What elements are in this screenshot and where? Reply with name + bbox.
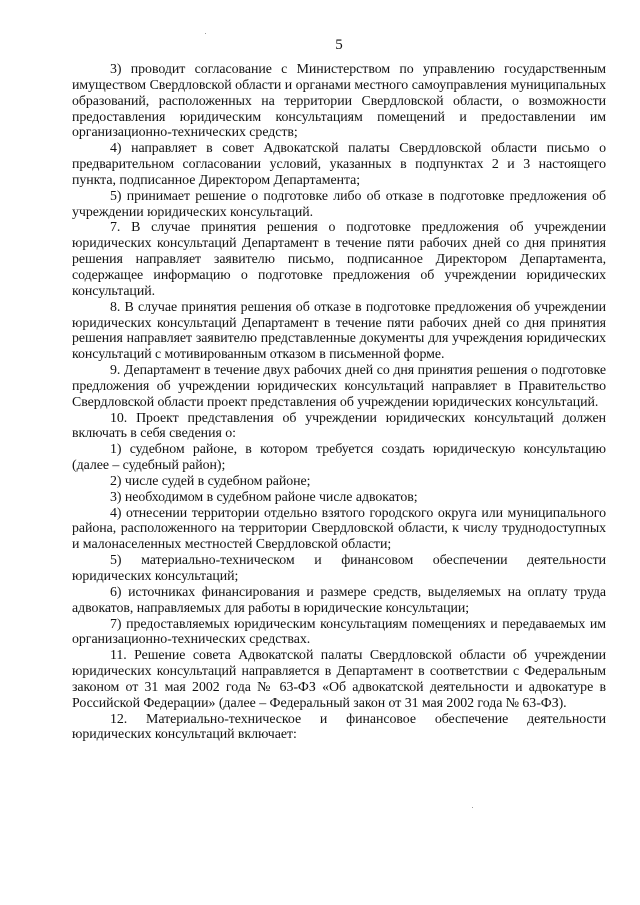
paragraph-item-10-subitem-3: 3) необходимом в судебном районе числе адвокатов;: [110, 489, 418, 505]
paragraph-subitem-4-letter: 4) направляет в совет Адвокатской палаты Свердловской области письмо о предварительном согласовании условий, указанных в подпунктах 2 и 3 настоящего пункта, подписанное Директором Департамента;: [72, 141, 606, 188]
paragraph-item-8: 8. В случае принятия решения об отказе в подготовке предложения об учреждении юридических консультаций Департамент в течение пяти рабочих дней со дня принятия решения направляет заявителю представленные документы для учреждения юридических консультаций с мотивированным отказом в письменной форме.: [72, 299, 606, 363]
paragraph-subitem-3-agreement: 3) проводит согласование с Министерством по управлению государственным имуществом Свердловской области и органами местного самоуправления муниципальных образований, расположенных на территории Свердловской области, о возможности предоставления юридическим консультациям помещений и предоставлении им организационно-технических средств;: [72, 62, 606, 141]
paragraph-item-7: 7. В случае принятия решения о подготовке предложения об учреждении юридических консультаций Департамент в течение пяти рабочих дней со дня принятия решения направляет заявителю письмо, подписанное Директором Департамента, содержащее информацию о подготовке предложения об учреждении юридических консультаций.: [72, 220, 606, 299]
document-body: [72, 62, 606, 743]
page-number: 5: [335, 37, 343, 53]
paragraph-item-10-subitem-5: 5) материально-техническом и финансовом обеспечении деятельности юридических консультаций;: [72, 553, 606, 584]
paragraph-item-10-subitem-1: 1) судебном районе, в котором требуется создать юридическую консультацию (далее – судебный район);: [72, 442, 606, 474]
paragraph-item-10-subitem-7: 7) предоставляемых юридическим консультациям помещениях и передаваемых им организационно-технических средствах.: [72, 616, 606, 648]
paragraph-item-9: 9. Департамент в течение двух рабочих дней со дня принятия решения о подготовке предложения об учреждении юридических консультаций направляет в Правительство Свердловской области проект представления об учреждении юридических консультаций.: [72, 363, 606, 410]
paragraph-item-12: 12. Материально-техническое и финансовое обеспечение деятельности юридических консультаций включает:: [72, 711, 606, 743]
paragraph-item-10: 10. Проект представления об учреждении юридических консультаций должен включать в себя сведения о:: [72, 410, 606, 442]
paragraph-item-10-subitem-2: 2) числе судей в судебном районе;: [110, 473, 311, 489]
paragraph-item-10-subitem-4: 4) отнесении территории отдельно взятого городского округа или муниципального района, расположенного на территории Свердловской области, к числу труднодоступных и малонаселенных местностей Свердловской области;: [72, 505, 606, 553]
paragraph-item-10-subitem-6: 6) источниках финансирования и размере средств, выделяемых на оплату труда адвокатов, направляемых для работы в юридические консультации;: [72, 584, 606, 616]
paragraph-item-11: 11. Решение совета Адвокатской палаты Свердловской области об учреждении юридических консультаций направляется в Департамент в соответствии с Федеральным законом от 31 мая 2002 года № 63-ФЗ «Об адвокатской деятельности и адвокатуре в Российской Федерации» (далее – Федеральный закон от 31 мая 2002 года № 63-ФЗ).: [72, 648, 606, 711]
paragraph-subitem-5-decision: 5) принимает решение о подготовке либо об отказе в подготовке предложения об учреждении юридических консультаций.: [72, 188, 606, 220]
